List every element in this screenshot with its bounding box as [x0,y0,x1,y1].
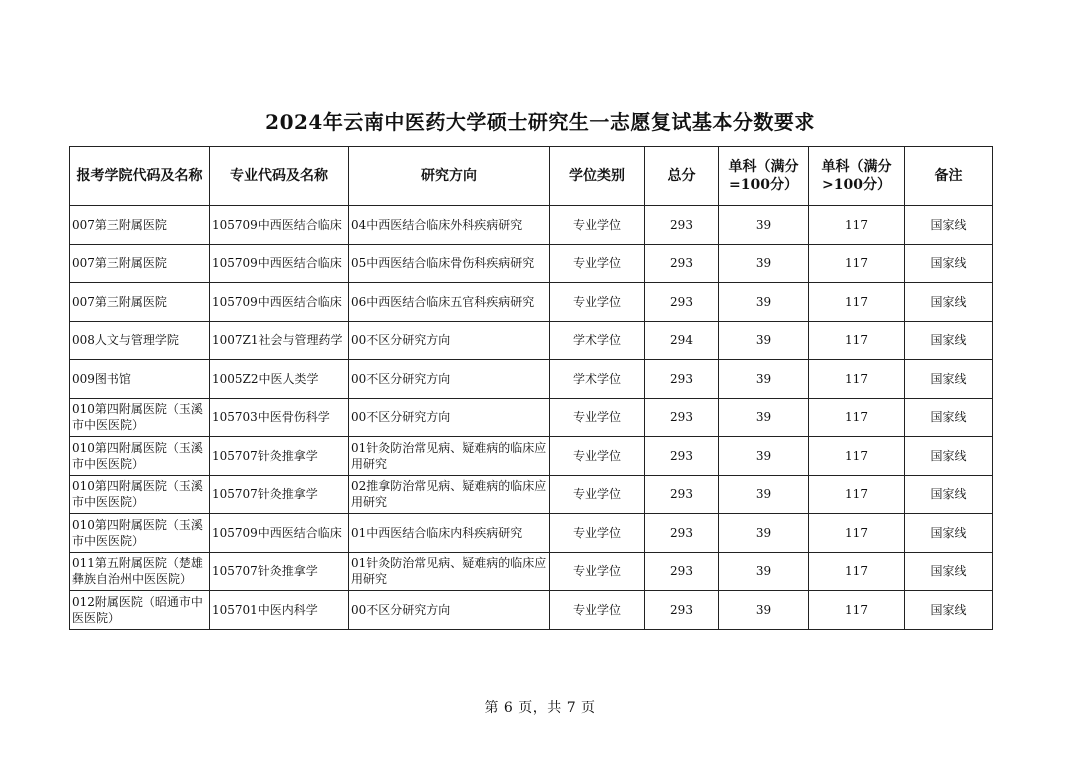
cell-single-over-100: 117 [809,552,905,591]
table-row [70,437,993,476]
cell-major: 105701中医内科学 [210,591,349,630]
cell-single-over-100: 117 [809,475,905,514]
cell-degree-type: 专业学位 [550,398,645,437]
cell-single-100: 39 [719,398,809,437]
cell-remarks: 国家线 [905,437,993,476]
cell-major: 1005Z2中医人类学 [210,360,349,399]
cell-degree-type: 专业学位 [550,514,645,553]
cell-remarks: 国家线 [905,475,993,514]
cell-total-score: 293 [645,437,719,476]
table-row [70,321,993,360]
cell-major: 1007Z1社会与管理药学 [210,321,349,360]
header-college: 报考学院代码及名称 [70,147,210,206]
cell-college: 007第三附属医院 [70,244,210,283]
cell-research-direction: 02推拿防治常见病、疑难病的临床应用研究 [349,475,550,514]
table-row [70,514,993,553]
cell-college: 008人文与管理学院 [70,321,210,360]
header-remarks: 备注 [905,147,993,206]
cell-single-100: 39 [719,475,809,514]
cell-major: 105709中西医结合临床 [210,514,349,553]
header-single-100: 单科（满分=100分） [719,147,809,206]
cell-remarks: 国家线 [905,283,993,322]
page-footer: 第 6 页，共 7 页 [484,700,596,716]
cell-single-over-100: 117 [809,437,905,476]
cell-research-direction: 00不区分研究方向 [349,360,550,399]
cell-research-direction: 01针灸防治常见病、疑难病的临床应用研究 [349,437,550,476]
table-row [70,206,993,245]
table-row [70,475,993,514]
cell-single-100: 39 [719,514,809,553]
table-row [70,283,993,322]
cell-remarks: 国家线 [905,552,993,591]
cell-single-100: 39 [719,283,809,322]
cell-college: 007第三附属医院 [70,206,210,245]
cell-total-score: 293 [645,283,719,322]
cell-single-over-100: 117 [809,360,905,399]
cell-degree-type: 专业学位 [550,437,645,476]
cell-single-over-100: 117 [809,244,905,283]
cell-research-direction: 05中西医结合临床骨伤科疾病研究 [349,244,550,283]
cell-remarks: 国家线 [905,591,993,630]
cell-research-direction: 00不区分研究方向 [349,591,550,630]
cell-single-over-100: 117 [809,206,905,245]
cell-degree-type: 专业学位 [550,591,645,630]
cell-degree-type: 学术学位 [550,360,645,399]
cell-degree-type: 专业学位 [550,475,645,514]
cell-remarks: 国家线 [905,321,993,360]
header-research-direction: 研究方向 [349,147,550,206]
header-total-score: 总分 [645,147,719,206]
cell-college: 010第四附属医院（玉溪市中医医院） [70,398,210,437]
cell-single-over-100: 117 [809,591,905,630]
table-row [70,591,993,630]
cell-research-direction: 01针灸防治常见病、疑难病的临床应用研究 [349,552,550,591]
cell-single-100: 39 [719,321,809,360]
cell-single-over-100: 117 [809,321,905,360]
cell-total-score: 293 [645,206,719,245]
cell-single-100: 39 [719,206,809,245]
cell-research-direction: 04中西医结合临床外科疾病研究 [349,206,550,245]
table-row [70,244,993,283]
cell-total-score: 293 [645,360,719,399]
cell-total-score: 293 [645,475,719,514]
cell-single-over-100: 117 [809,514,905,553]
cell-remarks: 国家线 [905,398,993,437]
table-row [70,360,993,399]
cell-degree-type: 专业学位 [550,552,645,591]
table-row [70,552,993,591]
cell-college: 007第三附属医院 [70,283,210,322]
cell-single-over-100: 117 [809,398,905,437]
score-table [69,146,993,630]
header-degree-type: 学位类别 [550,147,645,206]
cell-college: 010第四附属医院（玉溪市中医医院） [70,475,210,514]
cell-college: 012附属医院（昭通市中医医院） [70,591,210,630]
cell-research-direction: 01中西医结合临床内科疾病研究 [349,514,550,553]
cell-single-100: 39 [719,437,809,476]
cell-major: 105707针灸推拿学 [210,475,349,514]
cell-degree-type: 专业学位 [550,206,645,245]
cell-total-score: 293 [645,398,719,437]
cell-major: 105709中西医结合临床 [210,206,349,245]
cell-remarks: 国家线 [905,244,993,283]
cell-total-score: 293 [645,244,719,283]
cell-college: 010第四附属医院（玉溪市中医医院） [70,514,210,553]
cell-single-100: 39 [719,591,809,630]
table-row [70,398,993,437]
cell-degree-type: 专业学位 [550,244,645,283]
cell-major: 105707针灸推拿学 [210,437,349,476]
cell-single-100: 39 [719,360,809,399]
document-title: 2024年云南中医药大学硕士研究生一志愿复试基本分数要求 [265,110,815,134]
cell-total-score: 294 [645,321,719,360]
cell-major: 105707针灸推拿学 [210,552,349,591]
header-single-over-100: 单科（满分>100分） [809,147,905,206]
cell-major: 105703中医骨伤科学 [210,398,349,437]
cell-remarks: 国家线 [905,514,993,553]
table-header-row [70,147,993,206]
cell-total-score: 293 [645,591,719,630]
cell-college: 011第五附属医院（楚雄彝族自治州中医医院） [70,552,210,591]
header-major: 专业代码及名称 [210,147,349,206]
cell-college: 010第四附属医院（玉溪市中医医院） [70,437,210,476]
cell-remarks: 国家线 [905,360,993,399]
cell-total-score: 293 [645,552,719,591]
cell-major: 105709中西医结合临床 [210,283,349,322]
cell-single-100: 39 [719,552,809,591]
cell-remarks: 国家线 [905,206,993,245]
cell-research-direction: 06中西医结合临床五官科疾病研究 [349,283,550,322]
cell-college: 009图书馆 [70,360,210,399]
cell-research-direction: 00不区分研究方向 [349,398,550,437]
cell-single-over-100: 117 [809,283,905,322]
cell-major: 105709中西医结合临床 [210,244,349,283]
cell-degree-type: 专业学位 [550,283,645,322]
cell-single-100: 39 [719,244,809,283]
cell-research-direction: 00不区分研究方向 [349,321,550,360]
cell-degree-type: 学术学位 [550,321,645,360]
cell-total-score: 293 [645,514,719,553]
